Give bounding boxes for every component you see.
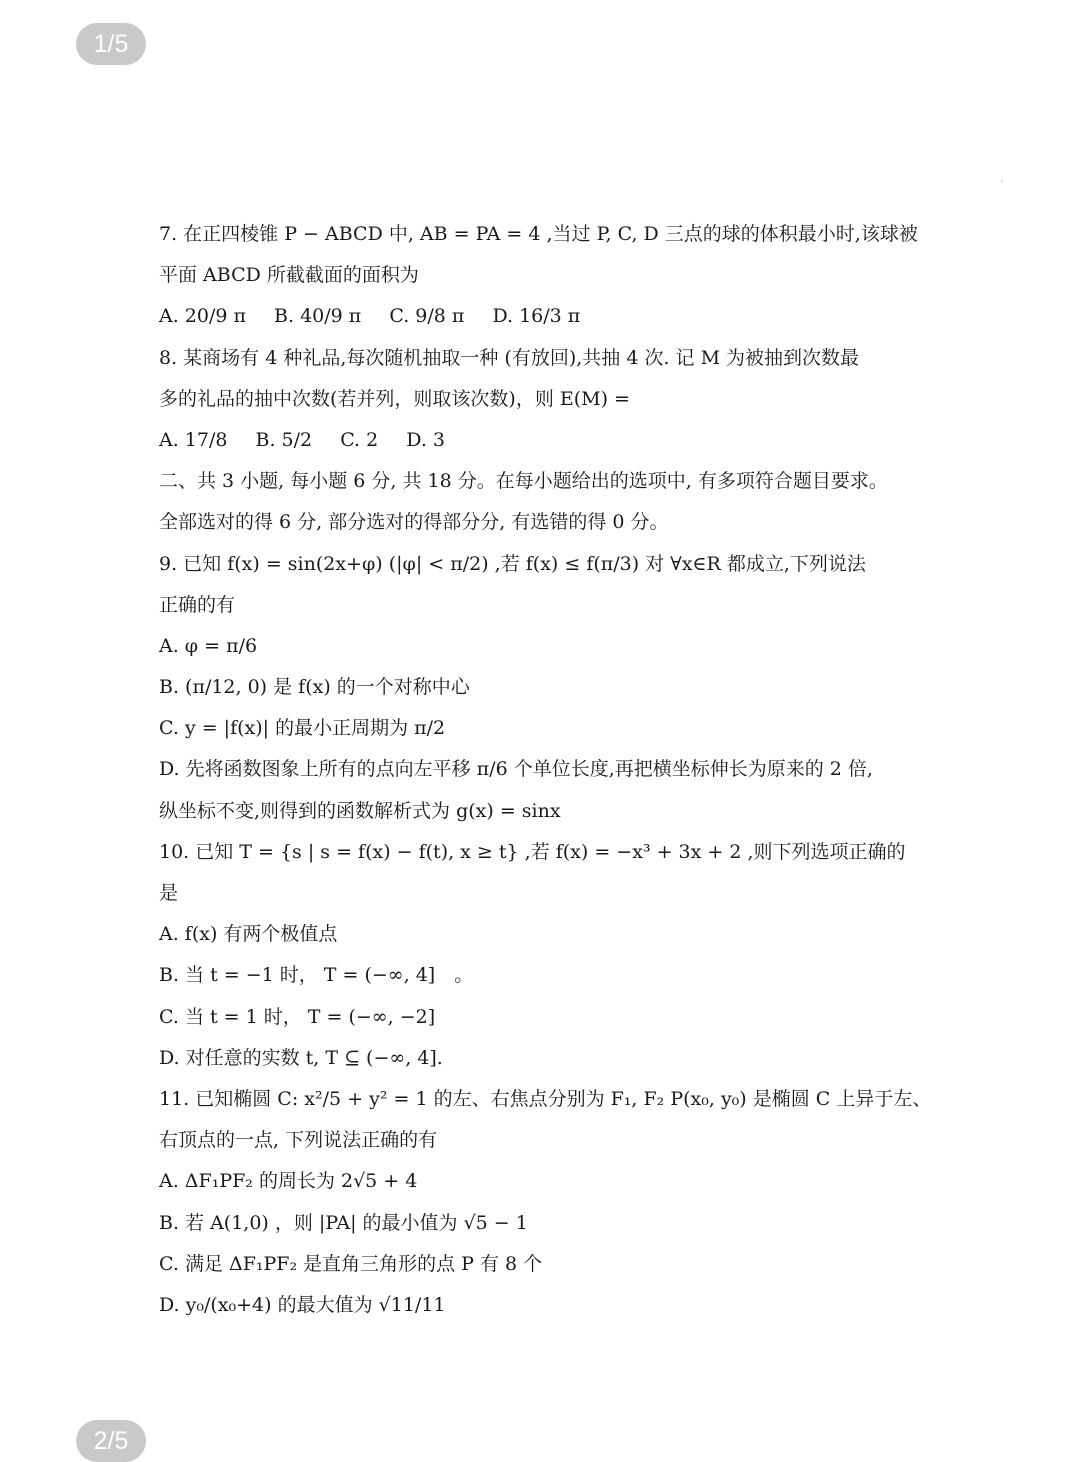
q11-option-c: C. 满足 ΔF₁PF₂ 是直角三角形的点 P 有 8 个 <box>159 1252 543 1275</box>
q8-option-c: C. 2 <box>340 428 379 451</box>
q11-line1: 11. 已知椭圆 C: x²/5 + y² = 1 的左、右焦点分别为 F₁, F₂ P(x₀, y₀) 是椭圆 C 上异于左、 <box>159 1087 932 1110</box>
q7-options <box>159 296 949 337</box>
q9-option-a: A. φ = π/6 <box>159 634 258 657</box>
q8-option-a: A. 17/8 <box>159 428 228 451</box>
q7-option-a: A. 20/9 π <box>159 305 246 328</box>
q9-option-d-line2: 纵坐标不变,则得到的函数解析式为 g(x) = sinx <box>159 799 561 822</box>
q8-option-d: D. 3 <box>406 428 445 451</box>
section2-line1: 二、共 3 小题, 每小题 6 分, 共 18 分。在每小题给出的选项中, 有多项符合题目要求。 <box>159 470 888 493</box>
q10-line1: 10. 已知 T = {s | s = f(x) − f(t), x ≥ t} ,若 f(x) = −x³ + 3x + 2 ,则下列选项正确的 <box>159 840 906 863</box>
q11-option-b: B. 若 A(1,0) ，则 |PA| 的最小值为 √5 − 1 <box>159 1211 528 1234</box>
q9-option-b: B. (π/12, 0) 是 f(x) 的一个对称中心 <box>159 676 470 699</box>
q7-option-d: D. 16/3 π <box>492 305 581 328</box>
q10-option-a: A. f(x) 有两个极值点 <box>159 923 338 946</box>
q10-line2: 是 <box>159 882 179 904</box>
q10-option-d: D. 对任意的实数 t, T ⊆ (−∞, 4]. <box>159 1046 443 1069</box>
q8-line1: 8. 某商场有 4 种礼品,每次随机抽取一种 (有放回),共抽 4 次. 记 M 为被抽到次数最 <box>159 346 860 369</box>
q7-option-c: C. 9/8 π <box>389 305 465 328</box>
q8-option-b: B. 5/2 <box>255 428 313 451</box>
page-indicator-next[interactable]: 2/5 <box>76 1420 146 1462</box>
q10-option-b: B. 当 t = −1 时， T = (−∞, 4] 。 <box>159 964 474 987</box>
page-indicator-current[interactable]: 1/5 <box>76 23 146 65</box>
q7-option-b: B. 40/9 π <box>274 305 362 328</box>
q7-line1: 7. 在正四棱锥 P − ABCD 中, AB = PA = 4 ,当过 P, C, D 三点的球的体积最小时,该球被 <box>159 223 918 245</box>
q11-option-d: D. y₀/(x₀+4) 的最大值为 √11/11 <box>159 1293 446 1316</box>
q9-option-d-line1: D. 先将函数图象上所有的点向左平移 π/6 个单位长度,再把横坐标伸长为原来的 2 倍, <box>159 758 873 781</box>
q11-option-a: A. ΔF₁PF₂ 的周长为 2√5 + 4 <box>159 1170 418 1193</box>
q7-line2: 平面 ABCD 所截截面的面积为 <box>159 264 419 287</box>
q11-line2: 右顶点的一点, 下列说法正确的有 <box>159 1129 438 1152</box>
q9-option-c: C. y = |f(x)| 的最小正周期为 π/2 <box>159 717 446 740</box>
q8-line2: 多的礼品的抽中次数(若并列，则取该次数)，则 E(M) = <box>159 387 630 410</box>
q9-line2: 正确的有 <box>159 593 236 616</box>
scan-speck <box>1001 180 1003 182</box>
section2-line2: 全部选对的得 6 分, 部分选对的得部分分, 有选错的得 0 分。 <box>159 511 669 534</box>
q10-option-c: C. 当 t = 1 时， T = (−∞, −2] <box>159 1005 436 1028</box>
exam-page <box>159 214 949 1326</box>
q8-options <box>159 420 949 461</box>
q9-line1: 9. 已知 f(x) = sin(2x+φ) (|φ| < π/2) ,若 f(x) ≤ f(π/3) 对 ∀x∈R 都成立,下列说法 <box>159 552 866 575</box>
